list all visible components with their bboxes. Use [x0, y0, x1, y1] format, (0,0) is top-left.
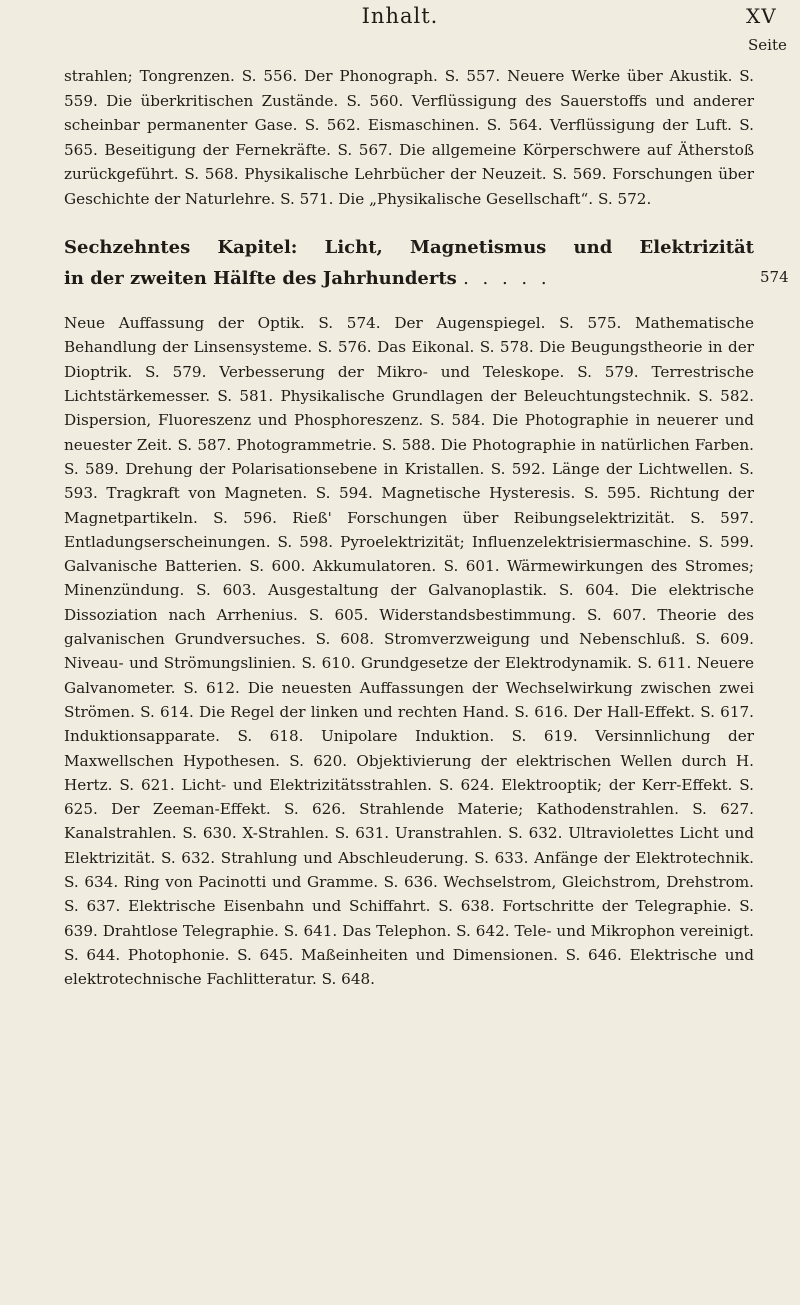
running-header-title: Inhalt. — [361, 4, 439, 28]
chapter-heading: Sechzehntes Kapitel: Licht, Magnetismus und Elektrizität — [64, 237, 754, 258]
chapter-subheading — [64, 267, 551, 291]
intro-paragraph — [64, 64, 754, 211]
chapter-leader-dots: . . . . . — [463, 268, 551, 289]
page-column-label: Seite — [748, 36, 787, 54]
page-number: XV — [746, 4, 777, 28]
chapter-subheading-text: in der zweiten Hälfte des Jahrhunderts — [64, 268, 457, 289]
chapter-contents-text: Neue Auffassung der Optik. S. 574. Der Augenspiegel. S. 575. Mathematische Behandlung der Linsensysteme. S. 576. Das Eikonal. S. 578. Die Beugungstheorie in der Dioptrik. S. 579. Verbesserung der Mikro- und Teleskope. S. 579. Terrestrische Lichtstärkemesser. S. 581. Physikalische Grundlagen der Beleuchtungstechnik. S. 582. Dispersion, Fluoreszenz und Phosphoreszenz. S. 584. Die Photographie in neuerer und neuester Zeit. S. 587. Photogrammetrie. S. 588. Die Photographie in natürlichen Farben. S. 589. Drehung der Polarisationsebene in Kristallen. S. 592. Länge der Lichtwellen. S. 593. Tragkraft von Magneten. S. 594. Magnetische Hysteresis. S. 595. Richtung der Magnetpartikeln. S. 596. Rieß' Forschungen über Reibungselektrizität. S. 597. Entladungserscheinungen. S. 598. Pyroelektrizität; Influenzelektrisiermaschine. S. 599. Galvanische Batterien. S. 600. Akkumulatoren. S. 601. Wärmewirkungen des Stromes; Minenzündung. S. 603. Ausgestaltung der Galvanoplastik. S. 604. Die elektrische Dissoziation nach Arrhenius. S. 605. Widerstandsbestimmung. S. 607. Theorie des galvanischen Grundversuches. S. 608. Stromverzweigung und Nebenschluß. S. 609. Niveau- und Strömungslinien. S. 610. Grundgesetze der Elektrodynamik. S. 611. Neuere Galvanometer. S. 612. Die neuesten Auffassungen der Wechselwirkung zwischen zwei Strömen. S. 614. Die Regel der linken und rechten Hand. S. 616. Der Hall-Effekt. S. 617. Induktionsapparate. S. 618. Unipolare Induktion. S. 619. Versinnlichung der Maxwellschen Hypothesen. S. 620. Objektivierung der elektrischen Wellen durch H. Hertz. S. 621. Licht- und Elektrizitätsstrahlen. S. 624. Elektrooptik; der Kerr-Effekt. S. 625. Der Zeeman-Effekt. S. 626. Strahlende Materie; Kathodenstrahlen. S. 627. Kanalstrahlen. S. 630. X-Strahlen. S. 631. Uranstrahlen. S. 632. Ultraviolettes Licht und Elektrizität. S. 632. Strahlung und Abschleuderung. S. 633. Anfänge der Elektrotechnik. S. 634. Ring von Pacinotti und Gramme. S. 636. Wechselstrom, Gleichstrom, Drehstrom. S. 637. Elektrische Eisenbahn und Schiffahrt. S. 638. Fortschritte der Telegraphie. S. 639. Drahtlose Telegraphie. S. 641. Das Telephon. S. 642. Tele- und Mikrophon vereinigt. S. 644. Photophonie. S. 645. Maßeinheiten und Dimensionen. S. 646. Elektrische und elektrotechnische Fachlitteratur. S. 648. — [64, 314, 754, 989]
chapter-page-number: 574 — [760, 268, 789, 286]
intro-text: strahlen; Tongrenzen. S. 556. Der Phonograph. S. 557. Neuere Werke über Akustik. S. 559. Die überkritischen Zustände. S. 560. Verflüssigung des Sauerstoffs und anderer scheinbar permanenter Gase. S. 562. Eismaschinen. S. 564. Verflüssigung der Luft. S. 565. Beseitigung der Fernekräfte. S. 567. Die allgemeine Körperschwere auf Ätherstoß zurückgeführt. S. 568. Physikalische Lehrbücher der Neuzeit. S. 569. Forschungen über Geschichte der Naturlehre. S. 571. Die „Physikalische Gesellschaft“. S. 572. — [64, 67, 754, 208]
chapter-contents — [64, 296, 754, 1007]
